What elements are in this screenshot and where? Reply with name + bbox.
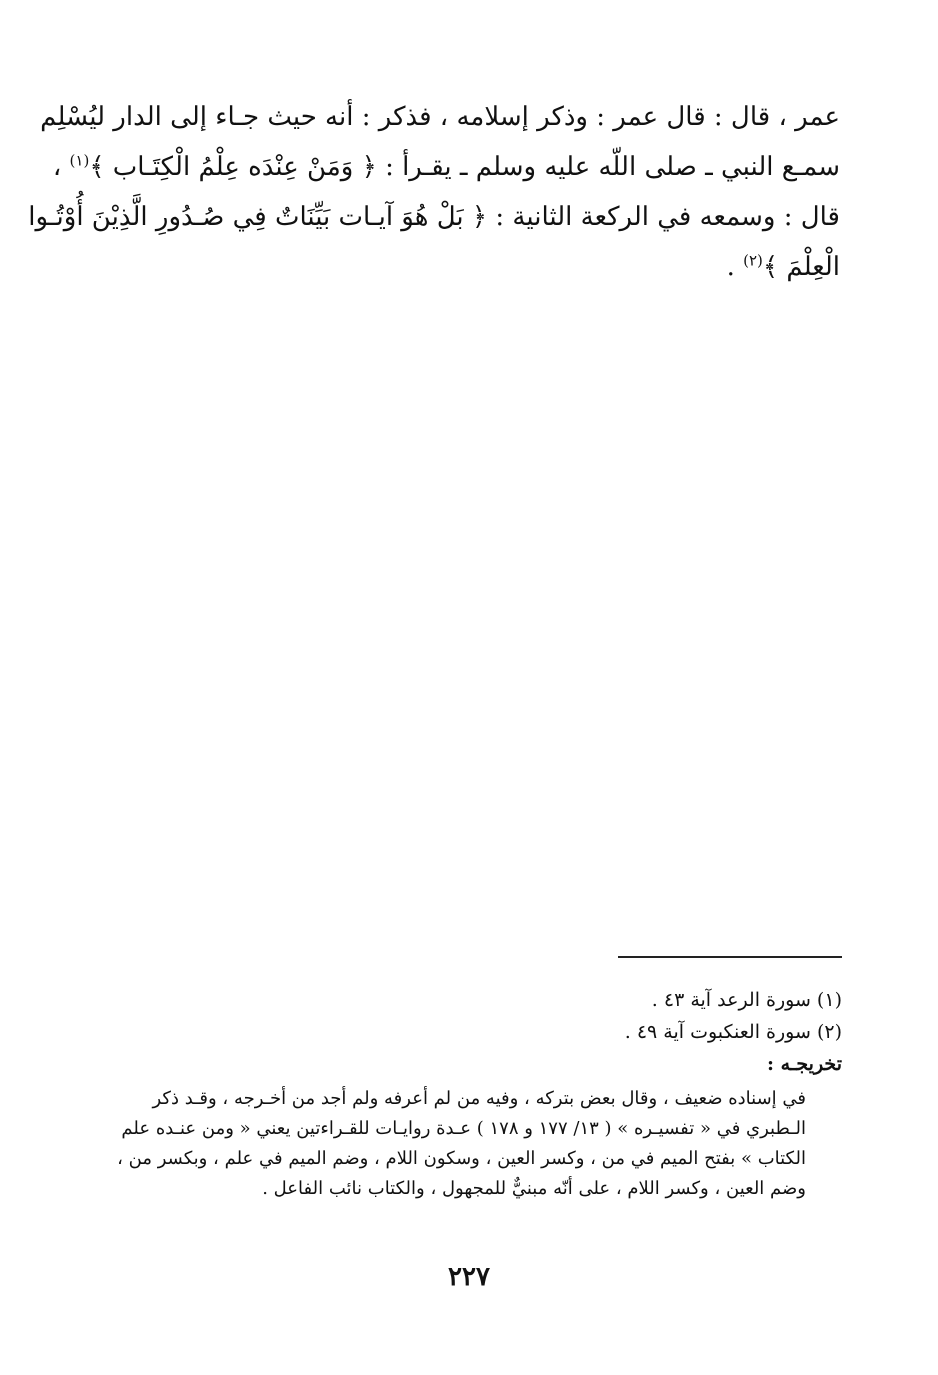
main-line-2-tail: ، (52, 152, 70, 182)
footnote-1: (١) سورة الرعد آية ٤٣ . (651, 989, 842, 1011)
takhrij-line-4: وضم العين ، وكسر اللام ، على أنّه مبنيٌّ للمجهول ، والكتاب نائب الفاعل . (262, 1178, 806, 1199)
page-number: ٢٢٧ (448, 1262, 490, 1292)
takhrij-line-1: في إسناده ضعيف ، وقال بعض بتركه ، وفيه من لم أعرفه ولم أجد من أخـرجه ، وقـد ذكر (152, 1088, 806, 1109)
takhrij-heading: تخريجـه : (767, 1053, 842, 1075)
main-line-4-text: الْعِلْمَ ﴾ (762, 252, 840, 282)
footnote-marker-2[interactable]: (٢) (743, 251, 763, 270)
main-line-4-tail: . (726, 252, 744, 282)
takhrij-paragraph (117, 1084, 806, 1204)
footnotes (122, 984, 842, 1080)
main-line-2-text: سمـع النبي ـ صلى اللّه عليه وسلم ـ يقـرأ : ﴿ وَمَنْ عِنْدَه عِلْمُ الْكِتَـاب ﴾ (89, 152, 840, 182)
main-line-2 (52, 142, 840, 192)
main-line-3: قال : وسمعه في الركعة الثانية : ﴿ بَلْ هُوَ آيـات بَيِّنَاتٌ فِي صُـدُورِ الَّذِيْنَ أُوْتُـوا (28, 202, 840, 232)
takhrij-line-2: الـطبري في « تفسيـره » ( ١٣/ ١٧٧ و ١٧٨ ) عـدة روايـات للقـراءتين يعني « ومن عنـده علم (121, 1118, 806, 1139)
main-line-1: عمر ، قال : قال عمر : وذكر إسلامه ، فذكر : أنه حيث جـاء إلى الدار ليُسْلِم (40, 102, 840, 132)
footnote-marker-1[interactable]: (١) (69, 151, 90, 170)
main-text (28, 92, 840, 292)
takhrij-line-3: الكتاب » بفتح الميم في من ، وكسر العين ، وسكون اللام ، وضم الميم في علم ، وبكسر من ، (117, 1148, 806, 1169)
footnote-separator (618, 956, 842, 958)
footnote-2: (٢) سورة العنكبوت آية ٤٩ . (624, 1021, 842, 1043)
main-line-4 (128, 242, 840, 292)
